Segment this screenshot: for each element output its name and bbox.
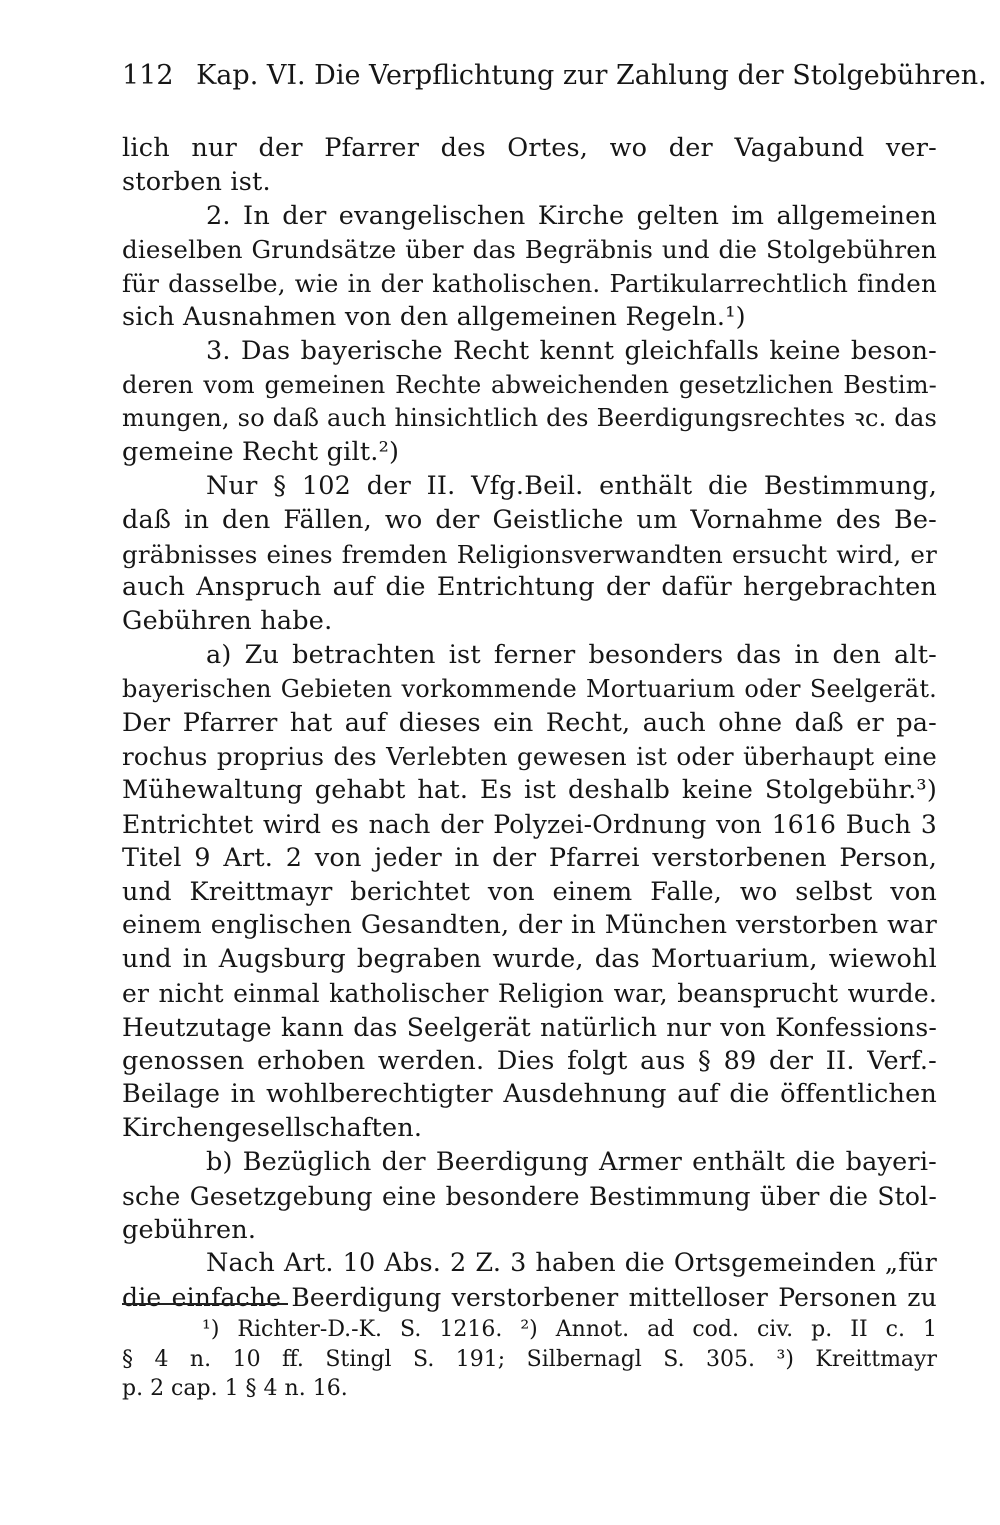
text-line: dieselben Grundsätze über das Begräbnis und die Stolgebühren — [122, 235, 937, 265]
text-line: deren vom gemeinen Rechte abweichenden gesetzlichen Bestim- — [122, 370, 937, 399]
text-line: er nicht einmal katholischer Religion war, beansprucht wurde. — [122, 978, 937, 1008]
text-line: sich Ausnahmen von den allgemeinen Regeln.¹) — [122, 301, 746, 332]
text-line: a) Zu betrachten ist ferner besonders das in den alt- — [206, 639, 937, 670]
footnotes — [122, 1315, 937, 1404]
text-line: Nur § 102 der II. Vfg.Beil. enthält die Bestimmung, — [206, 470, 937, 501]
footnote-divider — [122, 1303, 288, 1305]
text-line: 2. In der evangelischen Kirche gelten im allgemeinen — [206, 200, 937, 231]
text-line: auch Anspruch auf die Entrichtung der dafür hergebrachten — [122, 572, 937, 603]
text-line: gräbnisses eines fremden Religionsverwandten ersucht wird, er — [122, 539, 937, 569]
text-line: und Kreittmayr berichtet von einem Falle, wo selbst von — [122, 876, 937, 907]
text-line: storben ist. — [122, 166, 271, 197]
text-line: gebühren. — [122, 1214, 257, 1245]
body-text — [122, 132, 937, 1315]
text-line: gemeine Recht gilt.²) — [122, 437, 400, 468]
text-line: bayerischen Gebieten vorkommende Mortuarium oder Seelgerät. — [122, 674, 937, 703]
text-line: Gebühren habe. — [122, 606, 333, 637]
text-line: Kirchengesellschaften. — [122, 1113, 423, 1144]
footnote-line: p. 2 cap. 1 § 4 n. 16. — [122, 1376, 348, 1401]
text-line: b) Bezüglich der Beerdigung Armer enthält die bayeri- — [206, 1146, 937, 1177]
text-line: und in Augsburg begraben wurde, das Mortuarium, wiewohl — [122, 944, 937, 975]
text-line: sche Gesetzgebung eine besondere Bestimmung über die Stol- — [122, 1181, 937, 1211]
text-line: Beilage in wohlberechtigter Ausdehnung auf die öffentlichen — [122, 1079, 937, 1110]
text-line: lich nur der Pfarrer des Ortes, wo der Vagabund ver- — [122, 133, 937, 163]
text-line: einem englischen Gesandten, der in München verstorben war — [122, 910, 937, 941]
text-line: 3. Das bayerische Recht kennt gleichfalls keine beson- — [206, 335, 937, 366]
text-line: Mühewaltung gehabt hat. Es ist deshalb keine Stolgebühr.³) — [122, 775, 937, 806]
text-line: daß in den Fällen, wo der Geistliche um Vornahme des Be- — [122, 504, 937, 535]
text-line: Nach Art. 10 Abs. 2 Z. 3 haben die Ortsgemeinden „für — [206, 1248, 937, 1279]
text-line: mungen, so daß auch hinsichtlich des Beerdigungsrechtes ꝛc. das — [122, 404, 937, 433]
footnote-line: § 4 n. 10 ff. Stingl S. 191; Silbernagl S. 305. ³) Kreittmayr — [122, 1346, 937, 1372]
text-line: für dasselbe, wie in der katholischen. Partikularrechtlich finden — [122, 269, 937, 299]
text-line: Entrichtet wird es nach der Polyzei-Ordnung von 1616 Buch 3 — [122, 809, 937, 839]
text-line: genossen erhoben werden. Dies folgt aus § 89 der II. Verf.- — [122, 1045, 937, 1076]
text-line: die einfache Beerdigung verstorbener mittelloser Personen zu — [122, 1283, 937, 1313]
page-number: 112 — [122, 60, 174, 91]
footnote-line: ¹) Richter-D.-K. S. 1216. ²) Annot. ad cod. civ. p. II c. 1 — [202, 1317, 937, 1342]
page-header — [122, 58, 987, 94]
text-line: Heutzutage kann das Seelgerät natürlich nur von Konfessions- — [122, 1012, 937, 1042]
text-line: Der Pfarrer hat auf dieses ein Recht, auch ohne daß er pa- — [122, 707, 937, 738]
text-line: Titel 9 Art. 2 von jeder in der Pfarrei verstorbenen Person, — [122, 842, 937, 873]
running-title: Kap. VI. Die Verpflichtung zur Zahlung der Stolgebühren. — [196, 60, 987, 91]
text-line: rochus proprius des Verlebten gewesen ist oder überhaupt eine — [122, 742, 937, 772]
